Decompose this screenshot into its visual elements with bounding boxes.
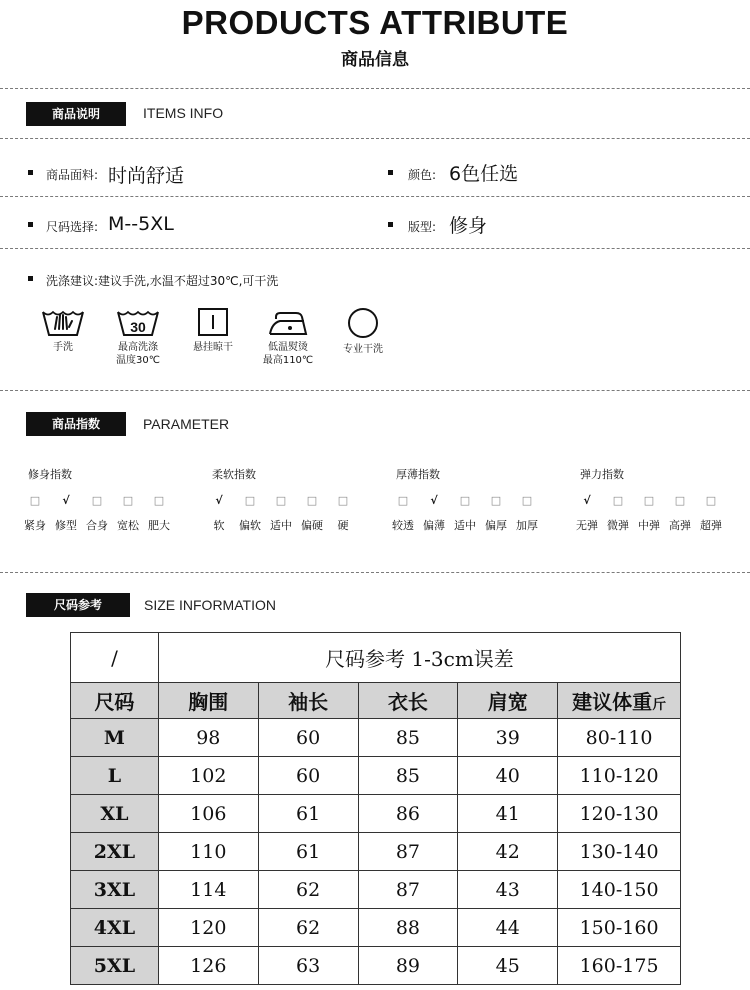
fit-label: 版型: bbox=[408, 220, 437, 234]
table-cell: 87 bbox=[358, 833, 458, 871]
parameter-option bbox=[266, 494, 296, 533]
table-cell: 110-120 bbox=[558, 757, 681, 795]
unchecked-box: □ bbox=[91, 494, 103, 507]
parameter-option-label: 适中 bbox=[270, 519, 292, 532]
table-header-row bbox=[71, 683, 681, 719]
header-weight-text: 建议体重 bbox=[572, 690, 653, 714]
parameter-option bbox=[481, 494, 511, 533]
table-cell: 60 bbox=[258, 719, 358, 757]
care-hand-wash bbox=[28, 307, 98, 354]
bullet bbox=[388, 222, 393, 227]
size-range-label: 尺码选择: bbox=[46, 220, 99, 234]
parameter-option bbox=[204, 494, 234, 533]
parameter-option bbox=[51, 494, 81, 533]
table-cell: 80-110 bbox=[558, 719, 681, 757]
table-cell: 63 bbox=[258, 947, 358, 985]
header-sleeve: 袖长 bbox=[258, 683, 358, 719]
wash-note: 洗涤建议:建议手洗,水温不超过30℃,可干洗 bbox=[46, 274, 279, 288]
bullet bbox=[28, 222, 33, 227]
divider bbox=[0, 196, 750, 197]
parameter-option-label: 合身 bbox=[86, 519, 108, 532]
hand-wash-icon bbox=[41, 307, 85, 337]
parameter-option bbox=[328, 494, 358, 533]
table-cell: 85 bbox=[358, 719, 458, 757]
color-value: 6色任选 bbox=[449, 163, 519, 185]
table-cell: 85 bbox=[358, 757, 458, 795]
section-label-size-info: SIZE INFORMATION bbox=[144, 597, 276, 613]
table-cell: 130-140 bbox=[558, 833, 681, 871]
care-hang-dry bbox=[178, 307, 248, 354]
table-cell: 114 bbox=[158, 871, 258, 909]
table-cell: 88 bbox=[358, 909, 458, 947]
care-label: 最高洗涤 温度30℃ bbox=[116, 342, 160, 366]
dry-clean-icon bbox=[341, 307, 385, 339]
unchecked-box: □ bbox=[521, 494, 533, 507]
parameter-option bbox=[419, 494, 449, 533]
parameter-group-title: 修身指数 bbox=[28, 468, 72, 481]
weight-unit: 斤 bbox=[652, 697, 667, 713]
parameter-option-label: 较透 bbox=[392, 519, 414, 532]
parameter-group-title: 弹力指数 bbox=[580, 468, 624, 481]
size-cell: M bbox=[71, 719, 159, 757]
fabric-value: 时尚舒适 bbox=[108, 165, 185, 187]
section-label-parameter: PARAMETER bbox=[143, 416, 230, 432]
header-chest: 胸围 bbox=[158, 683, 258, 719]
parameter-option-label: 加厚 bbox=[516, 519, 538, 532]
parameter-option bbox=[572, 494, 602, 533]
unchecked-box: □ bbox=[275, 494, 287, 507]
size-cell: 2XL bbox=[71, 833, 159, 871]
table-cell: 126 bbox=[158, 947, 258, 985]
parameter-option bbox=[512, 494, 542, 533]
table-cell: 62 bbox=[258, 871, 358, 909]
parameter-option bbox=[603, 494, 633, 533]
section-tag-parameter: 商品指数 bbox=[26, 412, 126, 436]
table-cell: 89 bbox=[358, 947, 458, 985]
checked-mark: √ bbox=[583, 494, 591, 507]
parameter-option bbox=[450, 494, 480, 533]
section-label-items-info: ITEMS INFO bbox=[143, 105, 224, 121]
table-row bbox=[71, 947, 681, 985]
unchecked-box: □ bbox=[490, 494, 502, 507]
unchecked-box: □ bbox=[705, 494, 717, 507]
page-subtitle: 商品信息 bbox=[341, 50, 409, 70]
size-cell: XL bbox=[71, 795, 159, 833]
table-cell: 43 bbox=[458, 871, 558, 909]
fit-value: 修身 bbox=[449, 215, 488, 237]
parameter-option-label: 偏硬 bbox=[301, 519, 323, 532]
unchecked-box: □ bbox=[29, 494, 41, 507]
care-label: 手洗 bbox=[53, 342, 73, 353]
header-weight bbox=[558, 683, 681, 719]
low-iron-icon bbox=[266, 307, 310, 337]
table-cell: 61 bbox=[258, 833, 358, 871]
parameter-group-title: 柔软指数 bbox=[212, 468, 256, 481]
bullet bbox=[28, 276, 33, 281]
size-cell: 5XL bbox=[71, 947, 159, 985]
table-row bbox=[71, 795, 681, 833]
table-cell: 110 bbox=[158, 833, 258, 871]
corner-cell: / bbox=[71, 633, 159, 683]
parameter-option-label: 适中 bbox=[454, 519, 476, 532]
table-row bbox=[71, 871, 681, 909]
divider bbox=[0, 572, 750, 573]
table-row bbox=[71, 719, 681, 757]
parameter-option-label: 硬 bbox=[337, 519, 349, 532]
parameter-option bbox=[665, 494, 695, 533]
parameter-option-label: 宽松 bbox=[117, 519, 139, 532]
header-shoulder: 肩宽 bbox=[458, 683, 558, 719]
table-row bbox=[71, 757, 681, 795]
parameter-option-label: 微弹 bbox=[607, 519, 629, 532]
size-range-value: M--5XL bbox=[108, 213, 174, 235]
parameter-option-label: 高弹 bbox=[669, 519, 691, 532]
unchecked-box: □ bbox=[397, 494, 409, 507]
parameter-option bbox=[235, 494, 265, 533]
unchecked-box: □ bbox=[459, 494, 471, 507]
table-cell: 86 bbox=[358, 795, 458, 833]
table-cell: 106 bbox=[158, 795, 258, 833]
parameter-option-label: 超弹 bbox=[700, 519, 722, 532]
table-cell: 60 bbox=[258, 757, 358, 795]
unchecked-box: □ bbox=[674, 494, 686, 507]
size-cell: 4XL bbox=[71, 909, 159, 947]
section-tag-size-info: 尺码参考 bbox=[26, 593, 130, 617]
parameter-option-label: 紧身 bbox=[24, 519, 46, 532]
table-cell: 87 bbox=[358, 871, 458, 909]
fabric-label: 商品面料: bbox=[46, 168, 99, 182]
checked-mark: √ bbox=[430, 494, 438, 507]
bullet bbox=[388, 170, 393, 175]
size-table bbox=[70, 632, 681, 985]
parameter-option bbox=[634, 494, 664, 533]
table-cell: 44 bbox=[458, 909, 558, 947]
parameter-option bbox=[144, 494, 174, 533]
hang-dry-icon bbox=[191, 307, 235, 337]
table-cell: 42 bbox=[458, 833, 558, 871]
table-caption: 尺码参考 1-3cm误差 bbox=[158, 633, 680, 683]
header-size: 尺码 bbox=[71, 683, 159, 719]
care-label: 低温熨烫 最高110℃ bbox=[262, 342, 314, 366]
table-cell: 120 bbox=[158, 909, 258, 947]
care-wash-30 bbox=[103, 307, 173, 367]
parameter-option-label: 偏薄 bbox=[423, 519, 445, 532]
table-cell: 160-175 bbox=[558, 947, 681, 985]
parameter-option bbox=[82, 494, 112, 533]
parameter-option bbox=[696, 494, 726, 533]
checked-mark: √ bbox=[215, 494, 223, 507]
unchecked-box: □ bbox=[153, 494, 165, 507]
parameter-option-label: 软 bbox=[213, 519, 225, 532]
wash-temp-text: 30 bbox=[130, 319, 146, 335]
table-cell: 102 bbox=[158, 757, 258, 795]
parameter-option bbox=[20, 494, 50, 533]
parameter-option-label: 无弹 bbox=[576, 519, 598, 532]
table-cell: 39 bbox=[458, 719, 558, 757]
table-cell: 150-160 bbox=[558, 909, 681, 947]
section-tag-items-info: 商品说明 bbox=[26, 102, 126, 126]
table-cell: 41 bbox=[458, 795, 558, 833]
table-row bbox=[71, 833, 681, 871]
table-caption-row bbox=[71, 633, 681, 683]
parameter-option bbox=[388, 494, 418, 533]
size-cell: L bbox=[71, 757, 159, 795]
parameter-option bbox=[113, 494, 143, 533]
care-label: 悬挂晾干 bbox=[193, 342, 233, 353]
table-cell: 45 bbox=[458, 947, 558, 985]
table-cell: 62 bbox=[258, 909, 358, 947]
parameter-option bbox=[297, 494, 327, 533]
divider bbox=[0, 248, 750, 249]
table-cell: 40 bbox=[458, 757, 558, 795]
unchecked-box: □ bbox=[643, 494, 655, 507]
parameter-option-label: 肥大 bbox=[148, 519, 170, 532]
bullet bbox=[28, 170, 33, 175]
table-cell: 120-130 bbox=[558, 795, 681, 833]
care-label: 专业干洗 bbox=[343, 344, 383, 355]
table-cell: 98 bbox=[158, 719, 258, 757]
checked-mark: √ bbox=[62, 494, 70, 507]
divider bbox=[0, 138, 750, 139]
unchecked-box: □ bbox=[306, 494, 318, 507]
parameter-option-label: 中弹 bbox=[638, 519, 660, 532]
parameter-group-title: 厚薄指数 bbox=[396, 468, 440, 481]
page-title: PRODUCTS ATTRIBUTE bbox=[181, 4, 569, 41]
table-cell: 140-150 bbox=[558, 871, 681, 909]
header-length: 衣长 bbox=[358, 683, 458, 719]
parameter-option-label: 修型 bbox=[55, 519, 77, 532]
table-cell: 61 bbox=[258, 795, 358, 833]
parameter-option-label: 偏厚 bbox=[485, 519, 507, 532]
care-dry-clean bbox=[328, 307, 398, 356]
unchecked-box: □ bbox=[244, 494, 256, 507]
table-row bbox=[71, 909, 681, 947]
care-low-iron bbox=[253, 307, 323, 367]
parameter-option-label: 偏软 bbox=[239, 519, 261, 532]
divider bbox=[0, 390, 750, 391]
size-cell: 3XL bbox=[71, 871, 159, 909]
unchecked-box: □ bbox=[612, 494, 624, 507]
color-label: 颜色: bbox=[408, 168, 437, 182]
wash-30-icon bbox=[116, 307, 160, 337]
unchecked-box: □ bbox=[337, 494, 349, 507]
unchecked-box: □ bbox=[122, 494, 134, 507]
divider bbox=[0, 88, 750, 89]
